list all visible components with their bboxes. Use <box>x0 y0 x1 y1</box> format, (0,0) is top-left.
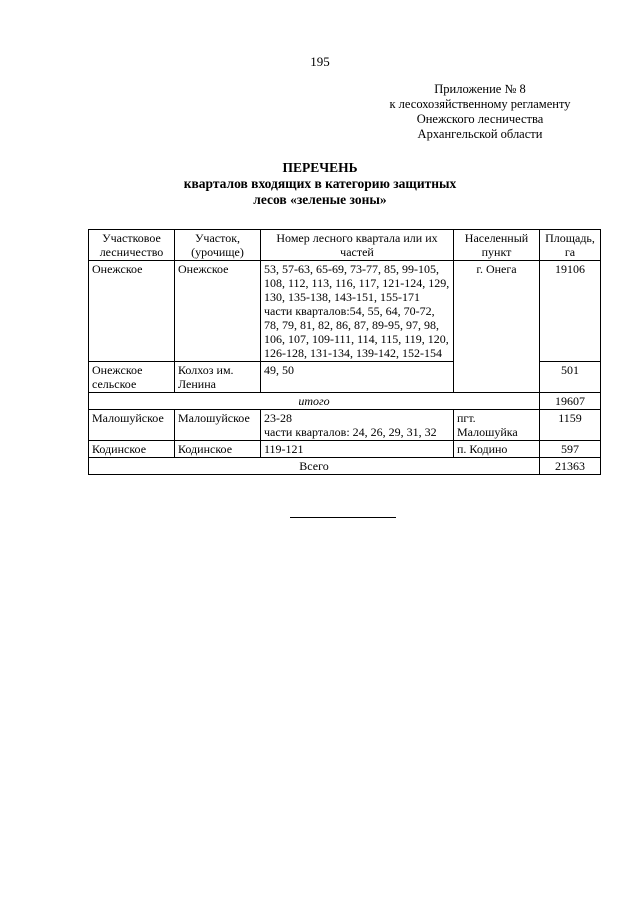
title-line-3: лесов «зеленые зоны» <box>253 192 387 207</box>
appendix-note <box>370 82 590 142</box>
cell-quarters: 119-121 <box>261 441 454 458</box>
title-line-1: ПЕРЕЧЕНЬ <box>282 160 358 175</box>
cell-forestry: Онежское <box>89 261 175 362</box>
document-title <box>0 160 640 208</box>
cell-area: 597 <box>540 441 601 458</box>
header-site: Участок, (урочище) <box>175 230 261 261</box>
appendix-line-4: Архангельской области <box>417 127 543 141</box>
quarters-partial: части кварталов: 24, 26, 29, 31, 32 <box>264 425 437 439</box>
cell-site: Кодинское <box>175 441 261 458</box>
cell-quarters: 49, 50 <box>261 362 454 393</box>
subtotal-label: итого <box>89 393 540 410</box>
cell-site: Колхоз им. Ленина <box>175 362 261 393</box>
total-label: Всего <box>89 458 540 475</box>
header-area: Площадь, га <box>540 230 601 261</box>
cell-site: Малошуйское <box>175 410 261 441</box>
cell-quarters <box>261 261 454 362</box>
appendix-line-1: Приложение № 8 <box>434 82 526 96</box>
appendix-line-3: Онежского лесничества <box>416 112 544 126</box>
closing-rule <box>290 517 396 518</box>
appendix-line-2: к лесохозяйственному регламенту <box>389 97 571 111</box>
cell-settlement: г. Онега <box>454 261 540 393</box>
quarters-full: 23-28 <box>264 411 292 425</box>
page-number: 195 <box>310 54 330 69</box>
cell-area: 19106 <box>540 261 601 362</box>
subtotal-area: 19607 <box>540 393 601 410</box>
header-settlement: Населенный пункт <box>454 230 540 261</box>
subtotal-row <box>89 393 601 410</box>
quarters-table <box>88 229 601 475</box>
table-row <box>89 441 601 458</box>
quarters-partial: части кварталов:54, 55, 64, 70-72, 78, 79, 81, 82, 86, 87, 89-95, 97, 98, 106, 107, 109-111, 114, 115, 119, 120, 126-128, 131-134, 139-142, 152-154 <box>264 304 449 360</box>
total-area: 21363 <box>540 458 601 475</box>
total-row <box>89 458 601 475</box>
cell-area: 1159 <box>540 410 601 441</box>
cell-forestry: Кодинское <box>89 441 175 458</box>
table-header-row <box>89 230 601 261</box>
header-forestry: Участковое лесничество <box>89 230 175 261</box>
cell-quarters <box>261 410 454 441</box>
cell-settlement: п. Кодино <box>454 441 540 458</box>
cell-forestry: Онежское сельское <box>89 362 175 393</box>
quarters-full: 53, 57-63, 65-69, 73-77, 85, 99-105, 108, 112, 113, 116, 117, 121-124, 129, 130, 135-138, 143-151, 155-171 <box>264 262 450 304</box>
table-row <box>89 261 601 362</box>
cell-forestry: Малошуйское <box>89 410 175 441</box>
cell-settlement: пгт. Малошуйка <box>454 410 540 441</box>
cell-area: 501 <box>540 362 601 393</box>
table-row <box>89 410 601 441</box>
title-line-2: кварталов входящих в категорию защитных <box>183 176 457 191</box>
header-quarters: Номер лесного квартала или их частей <box>261 230 454 261</box>
cell-site: Онежское <box>175 261 261 362</box>
